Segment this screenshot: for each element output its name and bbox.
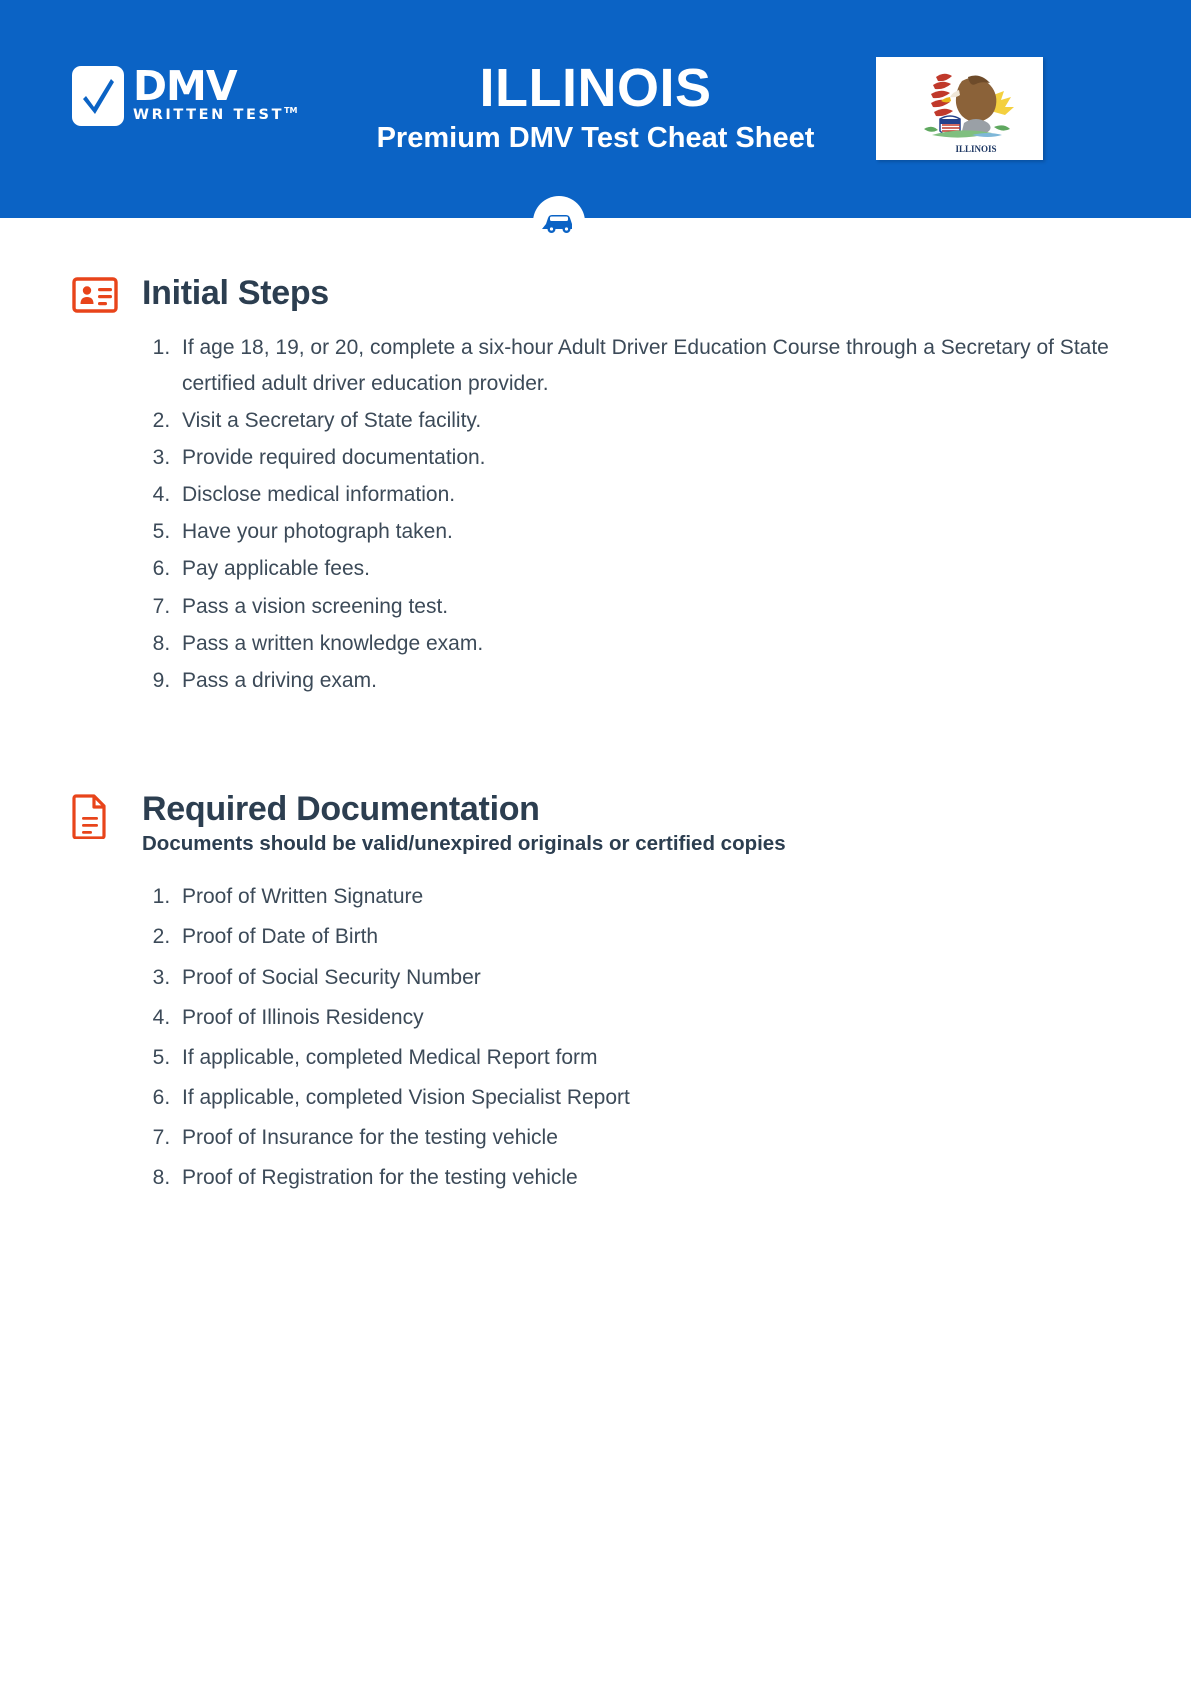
required-documentation-list xyxy=(150,879,1119,1196)
page-content xyxy=(0,273,1191,1196)
logo-trademark: TM xyxy=(284,106,298,116)
logo-wordmark xyxy=(133,62,298,124)
initial-steps-list xyxy=(150,330,1119,699)
list-item: 6. If applicable, completed Vision Specialist Report xyxy=(176,1080,1119,1116)
list-item: 2. Proof of Date of Birth xyxy=(176,919,1119,955)
illinois-state-flag-icon xyxy=(876,57,1043,160)
id-card-icon xyxy=(72,273,120,313)
logo-tagline-text xyxy=(133,106,298,124)
logo-brand-text: DMV xyxy=(133,62,237,111)
list-item: 1. If age 18, 19, or 20, complete a six-hour Adult Driver Education Course through a Secretary of State certified adult driver education provider. xyxy=(176,330,1119,402)
list-item: 7. Proof of Insurance for the testing vehicle xyxy=(176,1120,1119,1156)
list-item: 7. Pass a vision screening test. xyxy=(176,589,1119,625)
section-title: Required Documentation xyxy=(142,789,540,828)
list-item: 6. Pay applicable fees. xyxy=(176,551,1119,587)
document-icon xyxy=(72,789,120,839)
list-item: 3. Proof of Social Security Number xyxy=(176,960,1119,996)
checkmark-icon xyxy=(72,66,124,126)
section-title: Initial Steps xyxy=(142,274,329,312)
list-item: 5. If applicable, completed Medical Report form xyxy=(176,1040,1119,1076)
section-required-documentation-titles xyxy=(120,789,786,857)
car-icon xyxy=(533,196,585,248)
section-initial-steps-titles xyxy=(120,273,329,314)
list-item: 9. Pass a driving exam. xyxy=(176,663,1119,699)
list-item: 1. Proof of Written Signature xyxy=(176,879,1119,915)
section-required-documentation-header xyxy=(72,789,1119,857)
page-header xyxy=(0,0,1191,218)
section-initial-steps xyxy=(72,273,1119,699)
section-subtitle: Documents should be valid/unexpired originals or certified copies xyxy=(142,831,786,855)
section-initial-steps-header xyxy=(72,273,1119,314)
list-item: 8. Pass a written knowledge exam. xyxy=(176,626,1119,662)
svg-text:ILLINOIS: ILLINOIS xyxy=(955,144,997,154)
list-item: 2. Visit a Secretary of State facility. xyxy=(176,403,1119,439)
section-required-documentation xyxy=(72,789,1119,1196)
list-item: 5. Have your photograph taken. xyxy=(176,514,1119,550)
list-item: 4. Disclose medical information. xyxy=(176,477,1119,513)
list-item: 4. Proof of Illinois Residency xyxy=(176,1000,1119,1036)
dmv-written-test-logo xyxy=(72,62,298,126)
list-item: 3. Provide required documentation. xyxy=(176,440,1119,476)
logo-tagline-words: WRITTEN TEST xyxy=(133,107,285,124)
page-title: ILLINOIS xyxy=(479,58,712,118)
page-subtitle: Premium DMV Test Cheat Sheet xyxy=(376,122,815,155)
list-item: 8. Proof of Registration for the testing vehicle xyxy=(176,1160,1119,1196)
